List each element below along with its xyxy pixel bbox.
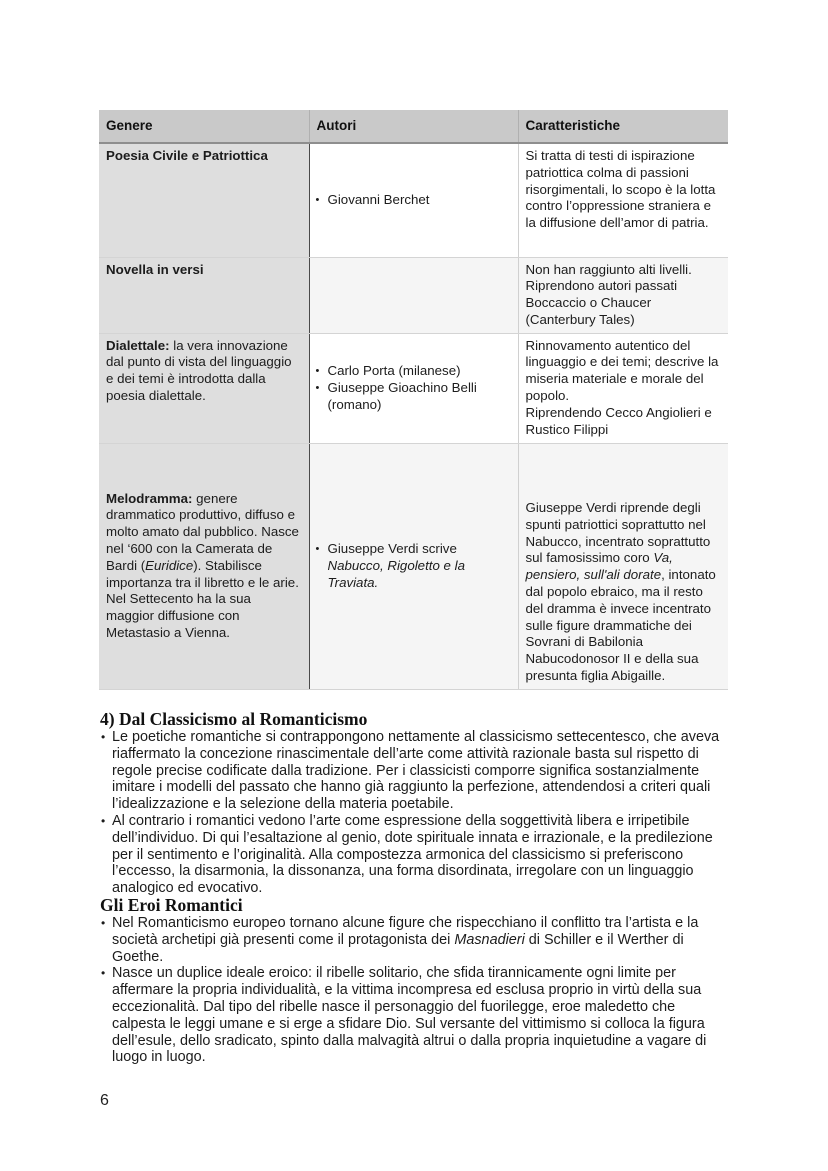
authors-list [316,541,512,591]
characteristics-text: Rinnovamento autentico del linguaggio e dei temi; descrive la miseria materiale e morale del popolo. [525,337,719,404]
authors-cell [309,257,518,333]
table-row [99,333,728,443]
authors-cell [309,333,518,443]
genre-name: Melodramma: [106,490,193,506]
author-works: Nabucco, Rigoletto e la Traviata. [327,557,465,590]
bullet-list [100,915,730,1066]
genre-name: Novella in versi [106,261,204,277]
bullet-item [100,915,730,965]
section-title: 4) Dal Classicismo al Romanticismo [100,709,368,729]
table-row [99,143,728,257]
characteristics-italic: Va, pensiero, sull'ali dorate [525,550,673,583]
characteristics-text: Riprendendo Cecco Angiolieri e Rustico Filippi [525,404,712,437]
genre-cell [99,333,309,443]
section-eroi-romantici [100,895,730,1066]
genre-description: genere drammatico produttivo, diffuso e molto amato dal pubblico. Nasce nel ‘600 con la Camerata de Bardi ( [106,490,299,573]
section-title: Gli Eroi Romantici [100,895,243,915]
genre-description: ). Stabilisce importanza tra il libretto e le arie. Nel Settecento ha la sua maggior diffusione con Metastasio a Vienna. [106,557,299,640]
genre-cell [99,257,309,333]
authors-list [316,363,512,413]
table-row [99,443,728,689]
characteristics-text: Giuseppe Verdi riprende degli spunti patriottici soprattutto nel Nabucco, incentrato soprattutto sul famosissimo coro [525,499,711,566]
genre-cell [99,143,309,257]
genres-table [99,110,728,690]
characteristics-text: , intonato dal popolo ebraico, ma il resto del dramma è invece incentrato sulle figure drammatiche dei Sovrani di Babilonia Nabucodonosor II e della sua presunta figlia Abigaille. [525,567,716,683]
table-header-row [99,110,728,143]
genre-name: Poesia Civile e Patriottica [106,148,268,163]
characteristics-cell [518,333,728,443]
author-item: • Giuseppe Gioachino Belli (romano) [316,380,512,414]
author-item: • Carlo Porta (milanese) [316,363,512,380]
genre-cell [99,443,309,689]
header-genere: Genere [99,110,309,143]
characteristics-cell: Non han raggiunto alti livelli. Riprendono autori passati Boccaccio o Chaucer (Canterbury Tales) [518,257,728,333]
author-item: • Giovanni Berchet [316,192,512,209]
authors-list [316,192,512,209]
genre-name: Dialettale: [106,337,170,353]
bullet-item: • Le poetiche romantiche si contrappongono nettamente al classicismo settecentesco, che aveva riaffermato la concezione rinascimentale dell’arte come attività razionale basta sul rispetto di regole precise codificate dalla tradizione. Per i classicisti comporre significa sostanzialmente imitare i modelli del passato che hanno già raggiunto la perfezione, attendendosi a criteri quali l’idealizzazione e la selezione della materia poetabile. [100,729,730,813]
section-classicismo-romanticismo [100,709,730,897]
genre-italic: Euridice [145,557,194,573]
author-text: Giuseppe Verdi scrive [327,540,457,556]
table-row [99,257,728,333]
bullet-item: • Al contrario i romantici vedono l’arte come espressione della soggettività libera e irripetibile dell’individuo. Di qui l’esaltazione al genio, dote spirituale innata e irrazionale, e la predilezione per il sentimento e l’originalità. Alla compostezza armonica del classicismo si preferiscono l’eccesso, la disarmonia, la dissonanza, una forma disordinata, irregolare con un linguaggio analogico ed evocativo. [100,813,730,897]
bullet-text: Nel Romanticismo europeo tornano alcune figure che rispecchiano il conflitto tra l’artista e la società archetipi già presenti come il protagonista dei [112,915,699,948]
authors-cell [309,143,518,257]
header-caratteristiche: Caratteristiche [518,110,728,143]
authors-cell [309,443,518,689]
author-item [316,541,512,591]
bullet-item: • Nasce un duplice ideale eroico: il ribelle solitario, che sfida tirannicamente ogni limite per affermare la propria individualità, e la vittima incompresa ed esclusa proprio in virtù della sua eccezionalità. Dal tipo del ribelle nasce il personaggio del fuorilegge, eroe maledetto che calpesta le leggi umane e si erge a sfidare Dio. Sul versante del vittimismo si colloca la figura dell’esule, dello sradicato, spinto dalla malvagità altrui o dalla propria inquietudine a vagare di luogo in luogo. [100,965,730,1066]
bullet-text: di Schiller e il Werther di Goethe. [112,931,684,965]
genre-description: la vera innovazione dal punto di vista del linguaggio e dei temi è introdotta dalla poesia dialettale. [106,337,292,404]
bullet-italic: Masnadieri [454,931,525,948]
characteristics-cell [518,443,728,689]
page-number: 6 [100,1092,109,1109]
characteristics-cell: Si tratta di testi di ispirazione patriottica colma di passioni risorgimentali, lo scopo è la lotta contro l’oppressione straniera e la diffusione dell’amor di patria. [518,143,728,257]
bullet-list [100,729,730,897]
header-autori: Autori [309,110,518,143]
